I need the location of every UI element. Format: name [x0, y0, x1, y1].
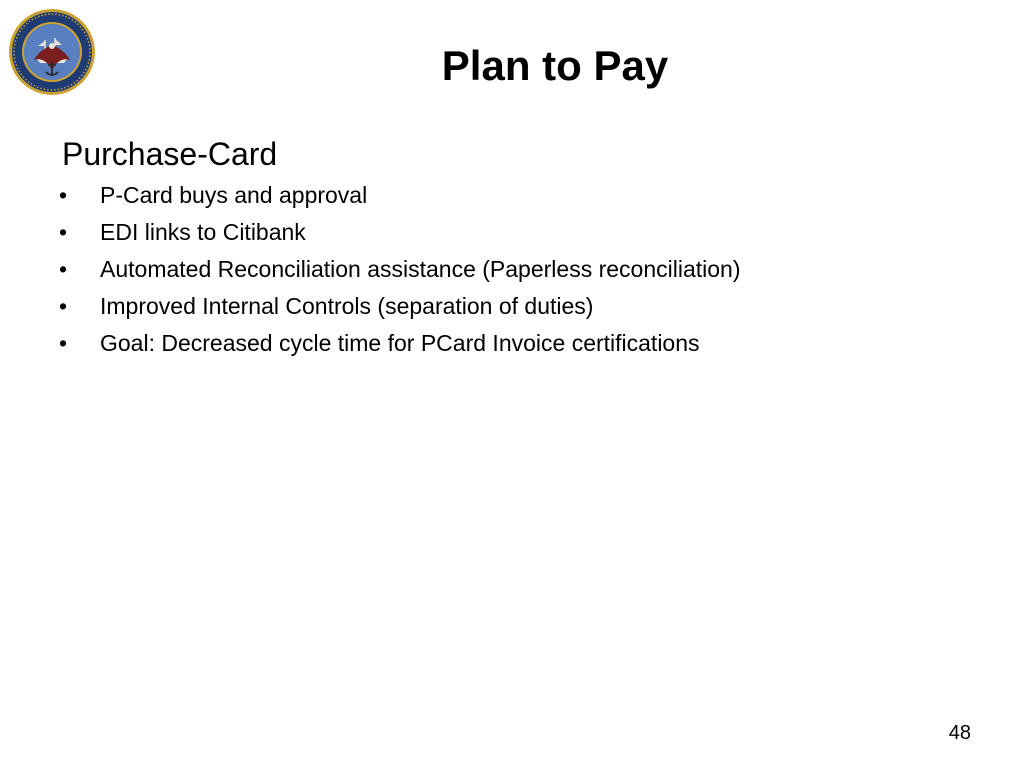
bullet-item — [59, 291, 962, 328]
bullet-item — [59, 180, 962, 217]
bullet-mark: • — [59, 293, 68, 319]
bullet-item — [59, 254, 962, 291]
bullet-text: EDI links to Citibank — [100, 219, 306, 245]
bullet-mark: • — [59, 182, 68, 208]
bullet-item — [59, 217, 962, 254]
section-heading: Purchase-Card — [62, 136, 278, 172]
bullet-mark: • — [59, 330, 68, 356]
bullet-text: Improved Internal Controls (separation of duties) — [100, 293, 594, 319]
page-number: 48 — [948, 722, 971, 744]
slide-title: Plan to Pay — [441, 42, 669, 89]
bullet-text: Automated Reconciliation assistance (Paperless reconciliation) — [100, 256, 741, 282]
bullet-text: Goal: Decreased cycle time for PCard Invoice certifications — [100, 330, 700, 356]
bullet-list — [59, 180, 962, 365]
slide-content — [59, 134, 962, 365]
bullet-mark: • — [59, 256, 68, 282]
bullet-text: P-Card buys and approval — [100, 182, 368, 208]
bullet-item — [59, 328, 962, 365]
bullet-mark: • — [59, 219, 68, 245]
